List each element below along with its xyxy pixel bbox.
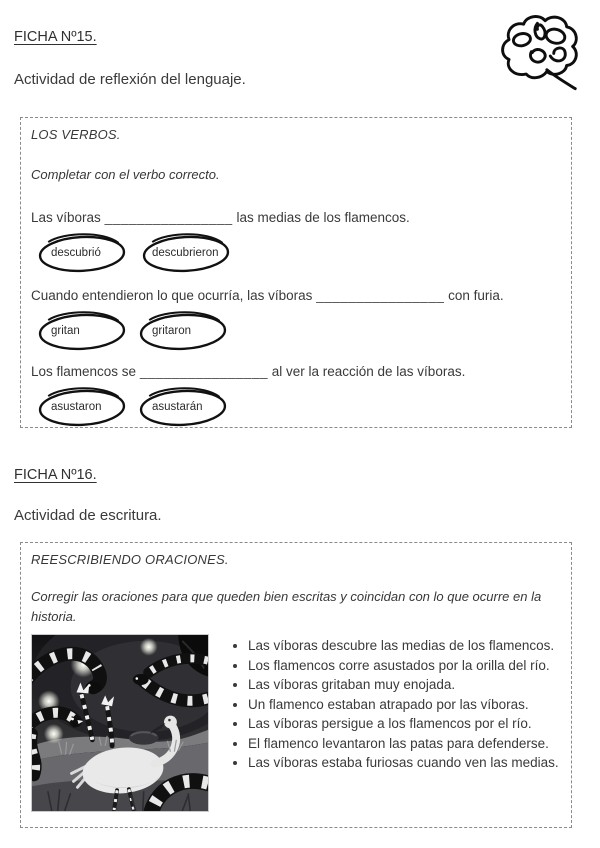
box-heading-verbos: LOS VERBOS. [31,127,121,142]
option-label: gritan [51,324,80,337]
incorrect-sentence-item: • Las víboras estaba furiosas cuando ven las medias. [248,753,561,773]
content-row [31,634,561,812]
fill-blank: ________________ [104,209,233,225]
brain-doodle-icon [497,13,583,95]
exercise-sentence-3 [31,364,561,379]
exercise-sentence-1 [31,210,561,225]
verb-option-asustaran[interactable] [137,386,229,428]
sentences-to-correct-list [222,636,561,812]
fill-blank: ________________ [316,287,445,303]
options-row-2 [36,310,561,352]
option-label: descubrió [51,246,101,259]
story-illustration [31,634,209,812]
box-heading-reescribiendo: REESCRIBIENDO ORACIONES. [31,552,229,567]
incorrect-sentence-item: • El flamenco levantaron las patas para defenderse. [248,734,561,754]
sentence-after: con furia. [448,287,504,303]
exercise-sentence-2 [31,288,561,303]
ficha16-subtitle: Actividad de escritura. [14,507,162,524]
fill-blank: ________________ [139,363,268,379]
option-label: asustarán [152,400,203,413]
flamenco-viboras-scene [32,635,208,811]
options-row-3 [36,386,561,428]
reescribiendo-instruction: Corregir las oraciones para que queden bien escritas y coincidan con lo que ocurre en la historia. [31,589,542,624]
verb-option-gritaron[interactable] [137,310,229,352]
sentence-after: las medias de los flamencos. [236,209,410,225]
verb-option-gritan[interactable] [36,310,128,352]
verb-option-asustaron[interactable] [36,386,128,428]
verbos-instruction: Completar con el verbo correcto. [31,167,220,182]
ficha15-title: FICHA Nº15. [14,29,97,45]
incorrect-sentence-item: • Un flamenco estaban atrapado por las víboras. [248,695,561,715]
sentence-before: Las víboras [31,209,101,225]
incorrect-sentence-item: • Las víboras persigue a los flamencos por el río. [248,714,561,734]
option-label: descubrieron [152,246,219,259]
incorrect-sentence-item: • Los flamencos corre asustados por la orilla del río. [248,656,561,676]
ficha15-subtitle: Actividad de reflexión del lenguaje. [14,71,246,88]
incorrect-sentence-item: • Las víboras descubre las medias de los flamencos. [248,636,561,656]
incorrect-sentence-item: • Las víboras gritaban muy enojada. [248,675,561,695]
verb-option-descubrio[interactable] [36,232,128,274]
option-label: asustaron [51,400,102,413]
ficha16-title: FICHA Nº16. [14,467,97,483]
verbos-activity-box [20,117,572,428]
sentence-after: al ver la reacción de las víboras. [271,363,466,379]
reescribiendo-activity-box [20,542,572,828]
sentence-before: Cuando entendieron lo que ocurría, las víboras [31,287,313,303]
sentence-before: Los flamencos se [31,363,137,379]
options-row-1 [36,232,561,274]
hand-drawn-oval [36,310,128,352]
verb-option-descubrieron[interactable] [137,232,235,274]
option-label: gritaron [152,324,191,337]
